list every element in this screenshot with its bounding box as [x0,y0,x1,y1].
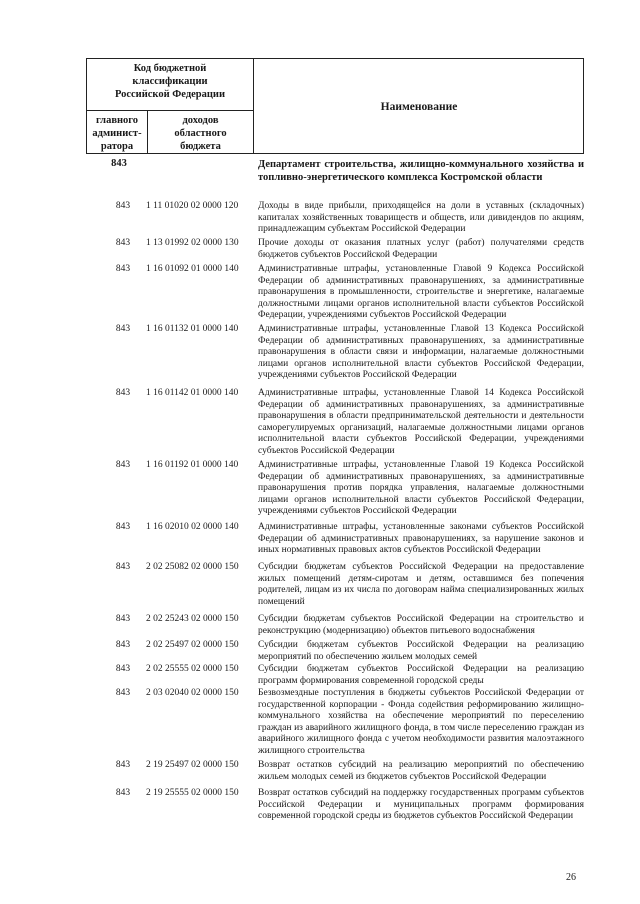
table-header [86,58,584,154]
row-name: Доходы в виде прибыли, приходящейся на доли в уставных (складочных) капиталах хозяйственных товариществ и обществ, или дивидендов по акциям, принадлежащим субъектам Российской Федерации [258,201,584,234]
header-line: доходов [182,115,219,126]
header-line: областного [174,128,227,139]
header-line: главного [95,115,139,126]
income-code: 1 11 01020 02 0000 120 [146,201,239,211]
admin-code: 843 [115,324,131,334]
income-code: 1 16 01132 01 0000 140 [146,324,239,334]
admin-code: 843 [115,201,131,211]
col-admin-heading [87,114,147,153]
col-name-label: Наименование [380,101,458,113]
admin-code: 843 [115,788,131,798]
admin-code: 843 [115,614,131,624]
header-line: классификации [132,76,208,87]
row-name: Административные штрафы, установленные Главой 13 Кодекса Российской Федерации об административных правонарушениях, за административные правонарушения в области связи и информации, налагаемые должностными лицами органов исполнительной власти субъектов Российской Федерации, учреждениями субъектов Российской Федерации [258,324,584,380]
income-code: 1 16 01092 01 0000 140 [146,264,239,274]
row-name: Административные штрафы, установленные Главой 19 Кодекса Российской Федерации об административных правонарушениях, за административные правонарушения против порядка управления, налагаемые должностными лицами органов исполнительной власти субъектов Российской Федерации, учреждениями субъектов Российской Федерации [258,460,584,516]
row-name: Возврат остатков субсидий на поддержку государственных программ субъектов Российской Федерации и муниципальных программ формирования современной городской среды из бюджетов субъектов Российской Федерации [258,788,584,821]
row-name: Административные штрафы, установленные Главой 14 Кодекса Российской Федерации об административных правонарушениях, за административные правонарушения в области предпринимательской деятельности и деятельности саморегулируемых организаций, налагаемые должностными лицами органов исполнительной власти субъектов Российской Федерации, учреждениями субъектов Российской Федерации [258,388,584,456]
admin-code: 843 [115,460,131,470]
row-name: Административные штрафы, установленные законами субъектов Российской Федерации об административных правонарушениях, за нарушение законов и иных нормативных правовых актов субъектов Российской Федерации [258,522,584,555]
income-code: 2 19 25497 02 0000 150 [146,760,239,770]
page-number: 26 [566,872,576,883]
admin-code: 843 [115,264,131,274]
admin-code: 843 [115,522,131,532]
income-code: 2 03 02040 02 0000 150 [146,688,239,698]
income-code: 2 19 25555 02 0000 150 [146,788,239,798]
row-name: Субсидии бюджетам субъектов Российской Федерации на реализацию программ формирования современной городской среды [258,664,584,686]
header-line: бюджета [180,141,221,152]
row-name: Субсидии бюджетам субъектов Российской Федерации на строительство и реконструкцию (модернизацию) объектов питьевого водоснабжения [258,614,584,636]
row-name: Субсидии бюджетам субъектов Российской Федерации на реализацию мероприятий по обеспечению жильем молодых семей [258,640,584,662]
income-code: 1 16 01192 01 0000 140 [146,460,239,470]
row-name: Административные штрафы, установленные Главой 9 Кодекса Российской Федерации об административных правонарушениях, за административные правонарушения в промышленности, строительстве и энергетике, налагаемые должностными лицами органов исполнительной власти субъектов Российской Федерации, учреждениями субъектов Российской Федерации [258,264,584,320]
col-name-heading [253,59,585,155]
admin-code: 843 [115,388,131,398]
row-name: Прочие доходы от оказания платных услуг (работ) получателями средств бюджетов субъектов Российской Федерации [258,238,584,260]
row-name: Возврат остатков субсидий на реализацию мероприятий по обеспечению жильем молодых семей из бюджетов субъектов Российской Федерации [258,760,584,782]
row-name: Безвозмездные поступления в бюджеты субъектов Российской Федерации от государственной корпорации - Фонда содействия реформированию жилищно-коммунального хозяйства на обеспечение мероприятий по переселению граждан из аварийного жилищного фонда, в том числе переселению граждан из аварийного жилищного фонда с учетом необходимости развития малоэтажного жилищного строительства [258,688,584,756]
header-line: админист- [92,128,142,139]
header-line: Код бюджетной [133,63,207,74]
income-code: 2 02 25243 02 0000 150 [146,614,239,624]
income-code: 1 16 01142 01 0000 140 [146,388,239,398]
row-name: Субсидии бюджетам субъектов Российской Федерации на предоставление жилых помещений детям-сиротам и детям, оставшимся без попечения родителей, лицам из их числа по договорам найма специализированных жилых помещений [258,562,584,607]
admin-code: 843 [115,760,131,770]
department-code: 843 [111,158,127,169]
admin-code: 843 [115,664,131,674]
header-line: Российской Федерации [114,89,226,100]
code-group-heading [87,62,253,101]
income-code: 2 02 25497 02 0000 150 [146,640,239,650]
income-code: 2 02 25555 02 0000 150 [146,664,239,674]
admin-code: 843 [115,562,131,572]
divider [87,110,253,111]
department-name: Департамент строительства, жилищно-коммунального хозяйства и топливно-энергетического комплекса Костромской области [258,159,584,183]
admin-code: 843 [115,238,131,248]
income-code: 1 13 01992 02 0000 130 [146,238,239,248]
admin-code: 843 [115,688,131,698]
header-line: ратора [100,141,134,152]
admin-code: 843 [115,640,131,650]
income-code: 1 16 02010 02 0000 140 [146,522,239,532]
col-income-heading [148,114,253,153]
income-code: 2 02 25082 02 0000 150 [146,562,239,572]
